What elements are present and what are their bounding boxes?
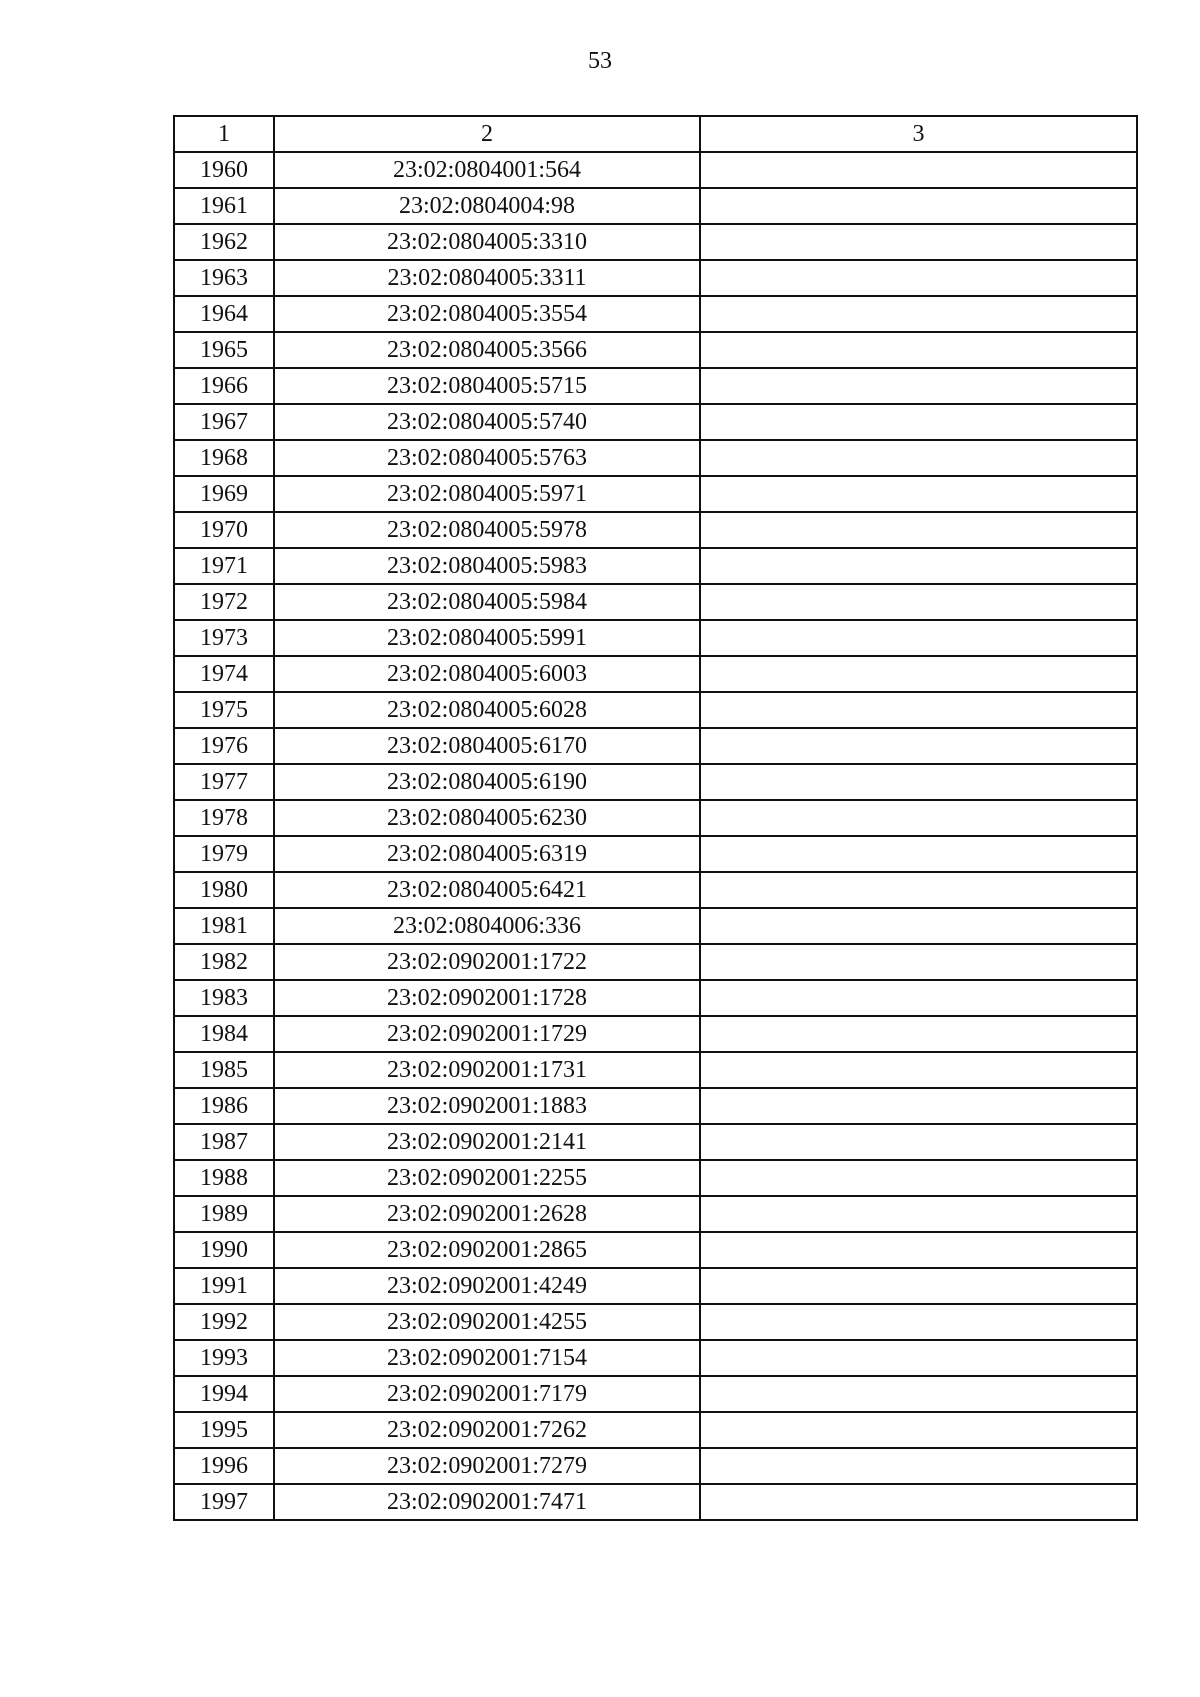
table-body <box>174 116 1137 1520</box>
cadastral-number-cell: 23:02:0902001:4255 <box>274 1304 700 1340</box>
cadastral-number-cell: 23:02:0804005:5971 <box>274 476 700 512</box>
row-number-cell: 1997 <box>174 1484 274 1520</box>
cadastral-number-cell: 23:02:0804005:5763 <box>274 440 700 476</box>
table-row <box>174 944 1137 980</box>
note-cell <box>700 800 1137 836</box>
cadastral-number-cell: 23:02:0804005:3554 <box>274 296 700 332</box>
page-number: 53 <box>588 48 612 74</box>
table-row <box>174 1232 1137 1268</box>
note-cell <box>700 728 1137 764</box>
row-number-cell: 1987 <box>174 1124 274 1160</box>
table-row <box>174 1484 1137 1520</box>
table-row <box>174 656 1137 692</box>
cadastral-number-cell: 23:02:0804005:5991 <box>274 620 700 656</box>
cadastral-number-cell: 23:02:0804005:5715 <box>274 368 700 404</box>
row-number-cell: 1966 <box>174 368 274 404</box>
table-row <box>174 1340 1137 1376</box>
cadastral-number-cell: 23:02:0804005:5740 <box>274 404 700 440</box>
row-number-cell: 1984 <box>174 1016 274 1052</box>
row-number-cell: 1979 <box>174 836 274 872</box>
table-row <box>174 1016 1137 1052</box>
table-row <box>174 620 1137 656</box>
table-row <box>174 1196 1137 1232</box>
note-cell <box>700 764 1137 800</box>
table-row <box>174 1304 1137 1340</box>
cadastral-number-cell: 23:02:0804005:6230 <box>274 800 700 836</box>
table-row <box>174 764 1137 800</box>
row-number-cell: 1975 <box>174 692 274 728</box>
row-number-cell: 1990 <box>174 1232 274 1268</box>
note-cell <box>700 872 1137 908</box>
note-cell <box>700 332 1137 368</box>
cadastral-number-cell: 23:02:0804006:336 <box>274 908 700 944</box>
row-number-cell: 1963 <box>174 260 274 296</box>
table-row <box>174 512 1137 548</box>
table-row <box>174 728 1137 764</box>
table-row <box>174 872 1137 908</box>
column-header-3: 3 <box>700 116 1137 152</box>
row-number-cell: 1985 <box>174 1052 274 1088</box>
row-number-cell: 1995 <box>174 1412 274 1448</box>
row-number-cell: 1962 <box>174 224 274 260</box>
note-cell <box>700 1124 1137 1160</box>
table-row <box>174 404 1137 440</box>
row-number-cell: 1965 <box>174 332 274 368</box>
note-cell <box>700 224 1137 260</box>
table-row <box>174 260 1137 296</box>
cadastral-number-cell: 23:02:0804001:564 <box>274 152 700 188</box>
row-number-cell: 1969 <box>174 476 274 512</box>
cadastral-number-cell: 23:02:0804005:3310 <box>274 224 700 260</box>
cadastral-number-cell: 23:02:0804005:6170 <box>274 728 700 764</box>
cadastral-number-cell: 23:02:0902001:7154 <box>274 1340 700 1376</box>
note-cell <box>700 260 1137 296</box>
row-number-cell: 1981 <box>174 908 274 944</box>
row-number-cell: 1994 <box>174 1376 274 1412</box>
cadastral-table <box>173 115 1138 1521</box>
note-cell <box>700 404 1137 440</box>
cadastral-number-cell: 23:02:0902001:2141 <box>274 1124 700 1160</box>
column-header-2: 2 <box>274 116 700 152</box>
table-row <box>174 980 1137 1016</box>
table-row <box>174 836 1137 872</box>
table-row <box>174 1448 1137 1484</box>
table-row <box>174 692 1137 728</box>
note-cell <box>700 440 1137 476</box>
cadastral-number-cell: 23:02:0902001:1729 <box>274 1016 700 1052</box>
table-row <box>174 188 1137 224</box>
cadastral-number-cell: 23:02:0902001:7279 <box>274 1448 700 1484</box>
table-row <box>174 1160 1137 1196</box>
cadastral-number-cell: 23:02:0902001:7471 <box>274 1484 700 1520</box>
note-cell <box>700 1196 1137 1232</box>
note-cell <box>700 1412 1137 1448</box>
table-row <box>174 1088 1137 1124</box>
table-row <box>174 548 1137 584</box>
cadastral-number-cell: 23:02:0902001:1731 <box>274 1052 700 1088</box>
row-number-cell: 1983 <box>174 980 274 1016</box>
cadastral-number-cell: 23:02:0902001:1728 <box>274 980 700 1016</box>
note-cell <box>700 908 1137 944</box>
note-cell <box>700 584 1137 620</box>
note-cell <box>700 512 1137 548</box>
table-row <box>174 584 1137 620</box>
row-number-cell: 1992 <box>174 1304 274 1340</box>
cadastral-number-cell: 23:02:0804005:5983 <box>274 548 700 584</box>
cadastral-number-cell: 23:02:0804004:98 <box>274 188 700 224</box>
note-cell <box>700 836 1137 872</box>
note-cell <box>700 1340 1137 1376</box>
cadastral-number-cell: 23:02:0902001:2865 <box>274 1232 700 1268</box>
row-number-cell: 1991 <box>174 1268 274 1304</box>
note-cell <box>700 1448 1137 1484</box>
table-row <box>174 332 1137 368</box>
row-number-cell: 1974 <box>174 656 274 692</box>
cadastral-number-cell: 23:02:0804005:6319 <box>274 836 700 872</box>
row-number-cell: 1977 <box>174 764 274 800</box>
row-number-cell: 1993 <box>174 1340 274 1376</box>
cadastral-number-cell: 23:02:0804005:6028 <box>274 692 700 728</box>
cadastral-number-cell: 23:02:0902001:4249 <box>274 1268 700 1304</box>
note-cell <box>700 548 1137 584</box>
table-row <box>174 1376 1137 1412</box>
row-number-cell: 1988 <box>174 1160 274 1196</box>
table-row <box>174 1268 1137 1304</box>
cadastral-number-cell: 23:02:0804005:6421 <box>274 872 700 908</box>
table-row <box>174 800 1137 836</box>
cadastral-number-cell: 23:02:0902001:2628 <box>274 1196 700 1232</box>
note-cell <box>700 296 1137 332</box>
table-row <box>174 1124 1137 1160</box>
note-cell <box>700 152 1137 188</box>
note-cell <box>700 1376 1137 1412</box>
row-number-cell: 1967 <box>174 404 274 440</box>
row-number-cell: 1989 <box>174 1196 274 1232</box>
row-number-cell: 1970 <box>174 512 274 548</box>
row-number-cell: 1982 <box>174 944 274 980</box>
note-cell <box>700 1484 1137 1520</box>
row-number-cell: 1972 <box>174 584 274 620</box>
row-number-cell: 1973 <box>174 620 274 656</box>
table-row <box>174 368 1137 404</box>
row-number-cell: 1961 <box>174 188 274 224</box>
cadastral-number-cell: 23:02:0804005:6190 <box>274 764 700 800</box>
table-row <box>174 224 1137 260</box>
note-cell <box>700 692 1137 728</box>
note-cell <box>700 368 1137 404</box>
note-cell <box>700 656 1137 692</box>
row-number-cell: 1986 <box>174 1088 274 1124</box>
row-number-cell: 1980 <box>174 872 274 908</box>
table-row <box>174 476 1137 512</box>
table-row <box>174 296 1137 332</box>
note-cell <box>700 188 1137 224</box>
row-number-cell: 1964 <box>174 296 274 332</box>
cadastral-number-cell: 23:02:0902001:7262 <box>274 1412 700 1448</box>
note-cell <box>700 620 1137 656</box>
cadastral-number-cell: 23:02:0902001:1722 <box>274 944 700 980</box>
note-cell <box>700 1268 1137 1304</box>
note-cell <box>700 1304 1137 1340</box>
table-row <box>174 1412 1137 1448</box>
row-number-cell: 1960 <box>174 152 274 188</box>
table-row <box>174 152 1137 188</box>
cadastral-number-cell: 23:02:0902001:1883 <box>274 1088 700 1124</box>
column-header-1: 1 <box>174 116 274 152</box>
note-cell <box>700 980 1137 1016</box>
cadastral-number-cell: 23:02:0804005:5984 <box>274 584 700 620</box>
row-number-cell: 1996 <box>174 1448 274 1484</box>
note-cell <box>700 1160 1137 1196</box>
row-number-cell: 1971 <box>174 548 274 584</box>
row-number-cell: 1968 <box>174 440 274 476</box>
table-header-row <box>174 116 1137 152</box>
table-row <box>174 908 1137 944</box>
note-cell <box>700 1232 1137 1268</box>
note-cell <box>700 1052 1137 1088</box>
note-cell <box>700 944 1137 980</box>
cadastral-number-cell: 23:02:0804005:3311 <box>274 260 700 296</box>
note-cell <box>700 476 1137 512</box>
note-cell <box>700 1088 1137 1124</box>
row-number-cell: 1976 <box>174 728 274 764</box>
table-row <box>174 1052 1137 1088</box>
row-number-cell: 1978 <box>174 800 274 836</box>
cadastral-number-cell: 23:02:0902001:2255 <box>274 1160 700 1196</box>
cadastral-number-cell: 23:02:0804005:3566 <box>274 332 700 368</box>
cadastral-number-cell: 23:02:0902001:7179 <box>274 1376 700 1412</box>
cadastral-number-cell: 23:02:0804005:5978 <box>274 512 700 548</box>
note-cell <box>700 1016 1137 1052</box>
table-row <box>174 440 1137 476</box>
cadastral-number-cell: 23:02:0804005:6003 <box>274 656 700 692</box>
